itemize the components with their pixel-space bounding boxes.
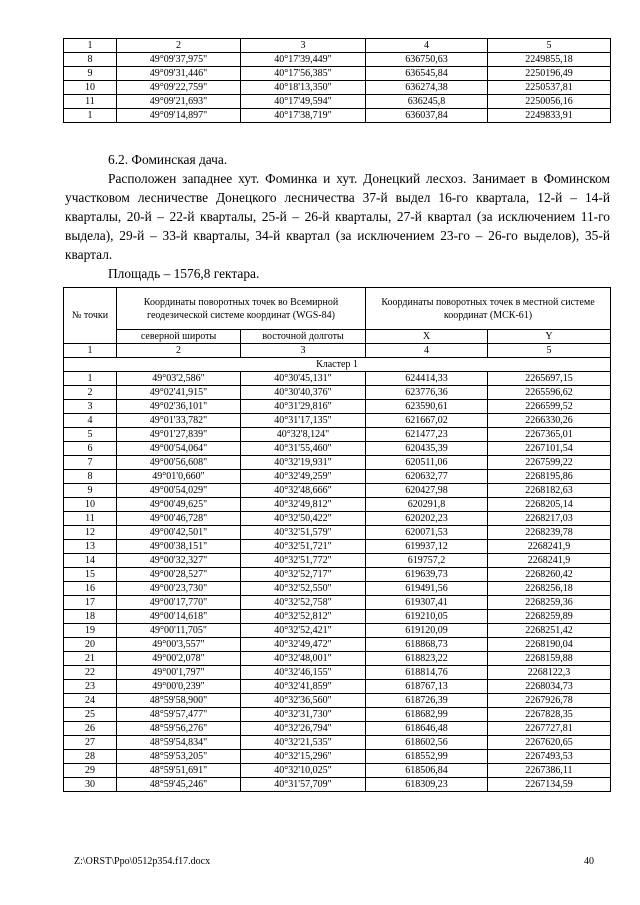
point-number-cell: 13 [64, 540, 117, 554]
point-number-cell: 2 [64, 386, 117, 400]
table-row [64, 652, 611, 666]
table-row [64, 778, 611, 792]
point-number-cell: 10 [64, 81, 117, 95]
section-paragraph: Расположен западнее хут. Фоминка и хут. Донецкий лесхоз. Занимает в Фоминском участковом лесничестве Донецкого лесничества 37-й выдел 16-го квартала, 12-й – 14-й кварталы, 20-й – 22-й кварталы, 25-й – 26-й кварталы, 27-й квартал (за исключением 11-го выдела), 29-й – 33-й кварталы, 34-й квартал (за исключением 23-го – 26-го выделов), 35-й квартал. [65, 171, 610, 262]
latitude-cell: 49°00'54,064" [117, 442, 241, 456]
x-cell: 636545,84 [366, 67, 488, 81]
longitude-cell: 40°32'51,579" [241, 526, 366, 540]
table-row [64, 442, 611, 456]
coordinates-table-continued [63, 38, 611, 123]
table-row [64, 666, 611, 680]
point-number-cell: 22 [64, 666, 117, 680]
latitude-cell: 49°03'2,586" [117, 372, 241, 386]
sub-x: X [366, 330, 488, 344]
x-cell: 618552,99 [366, 750, 488, 764]
sub-longitude: восточной долготы [241, 330, 366, 344]
point-number-cell: 5 [64, 428, 117, 442]
y-cell: 2268034,73 [488, 680, 611, 694]
x-cell: 620435,39 [366, 442, 488, 456]
longitude-cell: 40°32'8,124" [241, 428, 366, 442]
point-number-cell: 24 [64, 694, 117, 708]
longitude-cell: 40°31'57,709" [241, 778, 366, 792]
y-cell: 2266599,52 [488, 400, 611, 414]
table-row [64, 736, 611, 750]
y-cell: 2267134,59 [488, 778, 611, 792]
y-cell: 2267926,78 [488, 694, 611, 708]
longitude-cell: 40°32'49,259" [241, 470, 366, 484]
x-cell: 620291,8 [366, 498, 488, 512]
x-cell: 621667,02 [366, 414, 488, 428]
x-cell: 636245,8 [366, 95, 488, 109]
latitude-cell: 48°59'57,477" [117, 708, 241, 722]
x-cell: 620427,98 [366, 484, 488, 498]
point-number-cell: 14 [64, 554, 117, 568]
table-row [64, 680, 611, 694]
column-number: 3 [241, 344, 366, 358]
table-row [64, 708, 611, 722]
table-row [64, 470, 611, 484]
longitude-cell: 40°32'19,931" [241, 456, 366, 470]
column-number-row [64, 344, 611, 358]
y-cell: 2268256,18 [488, 582, 611, 596]
point-number-cell: 17 [64, 596, 117, 610]
latitude-cell: 49°00'2,078" [117, 652, 241, 666]
latitude-cell: 48°59'53,205" [117, 750, 241, 764]
point-number-cell: 20 [64, 638, 117, 652]
point-number-cell: 1 [64, 372, 117, 386]
col-point-number: № точки [64, 288, 117, 344]
longitude-cell: 40°32'52,717" [241, 568, 366, 582]
table-header-row [64, 288, 611, 330]
table-row [64, 610, 611, 624]
x-cell: 620071,53 [366, 526, 488, 540]
table-row [64, 764, 611, 778]
point-number-cell: 25 [64, 708, 117, 722]
header-cell: 4 [366, 39, 488, 53]
y-cell: 2267599,22 [488, 456, 611, 470]
longitude-cell: 40°17'56,385" [241, 67, 366, 81]
table-row [64, 624, 611, 638]
y-cell: 2265697,15 [488, 372, 611, 386]
section-fominskaya [65, 150, 610, 283]
table-row [64, 568, 611, 582]
x-cell: 623590,61 [366, 400, 488, 414]
y-cell: 2268260,42 [488, 568, 611, 582]
longitude-cell: 40°32'48,001" [241, 652, 366, 666]
y-cell: 2267101,54 [488, 442, 611, 456]
point-number-cell: 6 [64, 442, 117, 456]
table-row [64, 750, 611, 764]
longitude-cell: 40°32'31,730" [241, 708, 366, 722]
x-cell: 618682,99 [366, 708, 488, 722]
header-cell: 1 [64, 39, 117, 53]
point-number-cell: 27 [64, 736, 117, 750]
table-row [64, 638, 611, 652]
table-body [64, 372, 611, 792]
table-row [64, 512, 611, 526]
table-subheader-row [64, 330, 611, 344]
table-row [64, 596, 611, 610]
y-cell: 2250196,49 [488, 67, 611, 81]
latitude-cell: 49°01'0,660" [117, 470, 241, 484]
x-cell: 623776,36 [366, 386, 488, 400]
point-number-cell: 11 [64, 95, 117, 109]
latitude-cell: 49°09'22,759" [117, 81, 241, 95]
point-number-cell: 30 [64, 778, 117, 792]
latitude-cell: 49°01'33,782" [117, 414, 241, 428]
y-cell: 2265596,62 [488, 386, 611, 400]
x-cell: 636274,38 [366, 81, 488, 95]
header-cell: 5 [488, 39, 611, 53]
y-cell: 2268259,36 [488, 596, 611, 610]
y-cell: 2267386,11 [488, 764, 611, 778]
longitude-cell: 40°32'51,721" [241, 540, 366, 554]
x-cell: 636037,84 [366, 109, 488, 123]
longitude-cell: 40°32'26,794" [241, 722, 366, 736]
y-cell: 2267365,01 [488, 428, 611, 442]
x-cell: 621477,23 [366, 428, 488, 442]
latitude-cell: 49°00'14,618" [117, 610, 241, 624]
point-number-cell: 8 [64, 53, 117, 67]
longitude-cell: 40°31'55,460" [241, 442, 366, 456]
y-cell: 2268190,04 [488, 638, 611, 652]
y-cell: 2268251,42 [488, 624, 611, 638]
latitude-cell: 49°00'1,797" [117, 666, 241, 680]
longitude-cell: 40°32'49,812" [241, 498, 366, 512]
point-number-cell: 19 [64, 624, 117, 638]
latitude-cell: 49°00'11,705" [117, 624, 241, 638]
point-number-cell: 8 [64, 470, 117, 484]
table-row [64, 540, 611, 554]
latitude-cell: 49°00'23,730" [117, 582, 241, 596]
point-number-cell: 12 [64, 526, 117, 540]
column-number: 2 [117, 344, 241, 358]
x-cell: 619639,73 [366, 568, 488, 582]
x-cell: 619120,09 [366, 624, 488, 638]
latitude-cell: 49°00'54,029" [117, 484, 241, 498]
point-number-cell: 4 [64, 414, 117, 428]
longitude-cell: 40°32'36,560" [241, 694, 366, 708]
point-number-cell: 9 [64, 67, 117, 81]
x-cell: 636750,63 [366, 53, 488, 67]
table-row [64, 109, 611, 123]
table-row [64, 554, 611, 568]
longitude-cell: 40°32'52,758" [241, 596, 366, 610]
y-cell: 2268195,86 [488, 470, 611, 484]
y-cell: 2268259,89 [488, 610, 611, 624]
longitude-cell: 40°32'48,666" [241, 484, 366, 498]
longitude-cell: 40°32'15,296" [241, 750, 366, 764]
x-cell: 619307,41 [366, 596, 488, 610]
table-row [64, 400, 611, 414]
point-number-cell: 29 [64, 764, 117, 778]
table-row [64, 484, 611, 498]
y-cell: 2250056,16 [488, 95, 611, 109]
y-cell: 2268239,78 [488, 526, 611, 540]
x-cell: 619210,05 [366, 610, 488, 624]
x-cell: 619757,2 [366, 554, 488, 568]
table-row [64, 372, 611, 386]
x-cell: 618506,84 [366, 764, 488, 778]
section-heading: 6.2. Фоминская дача. [108, 152, 228, 167]
table-row [64, 694, 611, 708]
latitude-cell: 49°00'0,239" [117, 680, 241, 694]
col-msk61: Координаты поворотных точек в местной системе координат (МСК-61) [366, 288, 611, 330]
table-row [64, 526, 611, 540]
point-number-cell: 10 [64, 498, 117, 512]
x-cell: 618767,13 [366, 680, 488, 694]
x-cell: 620511,06 [366, 456, 488, 470]
latitude-cell: 48°59'45,246" [117, 778, 241, 792]
y-cell: 2249833,91 [488, 109, 611, 123]
latitude-cell: 49°09'37,975" [117, 53, 241, 67]
latitude-cell: 49°00'28,527" [117, 568, 241, 582]
table-row [64, 414, 611, 428]
table-body [64, 53, 611, 123]
x-cell: 624414,33 [366, 372, 488, 386]
table-row [64, 722, 611, 736]
x-cell: 619491,56 [366, 582, 488, 596]
latitude-cell: 49°00'49,625" [117, 498, 241, 512]
longitude-cell: 40°32'49,472" [241, 638, 366, 652]
latitude-cell: 49°09'14,897" [117, 109, 241, 123]
y-cell: 2250537,81 [488, 81, 611, 95]
table-row [64, 53, 611, 67]
latitude-cell: 49°02'41,915" [117, 386, 241, 400]
latitude-cell: 49°00'38,151" [117, 540, 241, 554]
x-cell: 618309,23 [366, 778, 488, 792]
column-number: 1 [64, 344, 117, 358]
y-cell: 2268241,9 [488, 554, 611, 568]
page-number: 40 [584, 856, 594, 867]
x-cell: 620202,23 [366, 512, 488, 526]
sub-latitude: северной широты [117, 330, 241, 344]
y-cell: 2268205,14 [488, 498, 611, 512]
point-number-cell: 11 [64, 512, 117, 526]
x-cell: 618868,73 [366, 638, 488, 652]
header-cell: 2 [117, 39, 241, 53]
longitude-cell: 40°17'38,719" [241, 109, 366, 123]
longitude-cell: 40°30'40,376" [241, 386, 366, 400]
y-cell: 2249855,18 [488, 53, 611, 67]
cluster-row [64, 358, 611, 372]
y-cell: 2267727,81 [488, 722, 611, 736]
x-cell: 618646,48 [366, 722, 488, 736]
longitude-cell: 40°32'51,772" [241, 554, 366, 568]
coordinates-table [63, 287, 611, 792]
table-row [64, 386, 611, 400]
y-cell: 2268217,03 [488, 512, 611, 526]
latitude-cell: 49°00'3,557" [117, 638, 241, 652]
y-cell: 2268122,3 [488, 666, 611, 680]
table-row [64, 95, 611, 109]
latitude-cell: 48°59'58,900" [117, 694, 241, 708]
longitude-cell: 40°31'17,135" [241, 414, 366, 428]
point-number-cell: 23 [64, 680, 117, 694]
y-cell: 2267828,35 [488, 708, 611, 722]
point-number-cell: 3 [64, 400, 117, 414]
latitude-cell: 49°00'32,327" [117, 554, 241, 568]
longitude-cell: 40°32'21,535" [241, 736, 366, 750]
x-cell: 619937,12 [366, 540, 488, 554]
longitude-cell: 40°18'13,350" [241, 81, 366, 95]
y-cell: 2268241,9 [488, 540, 611, 554]
x-cell: 620632,77 [366, 470, 488, 484]
table-row [64, 498, 611, 512]
latitude-cell: 49°00'42,501" [117, 526, 241, 540]
x-cell: 618602,56 [366, 736, 488, 750]
point-number-cell: 21 [64, 652, 117, 666]
point-number-cell: 1 [64, 109, 117, 123]
point-number-cell: 18 [64, 610, 117, 624]
longitude-cell: 40°31'29,816" [241, 400, 366, 414]
longitude-cell: 40°17'49,594" [241, 95, 366, 109]
y-cell: 2268159,88 [488, 652, 611, 666]
y-cell: 2268182,63 [488, 484, 611, 498]
area-text: Площадь – 1576,8 гектара. [108, 266, 260, 281]
point-number-cell: 28 [64, 750, 117, 764]
table-row [64, 81, 611, 95]
footer-file-path: Z:\ORST\Ppo\0512p354.f17.docx [74, 856, 211, 867]
longitude-cell: 40°32'10,025" [241, 764, 366, 778]
column-number: 4 [366, 344, 488, 358]
table-row [64, 456, 611, 470]
longitude-cell: 40°32'41,859" [241, 680, 366, 694]
longitude-cell: 40°32'52,550" [241, 582, 366, 596]
point-number-cell: 7 [64, 456, 117, 470]
latitude-cell: 49°00'17,770" [117, 596, 241, 610]
longitude-cell: 40°32'52,812" [241, 610, 366, 624]
col-wgs84: Координаты поворотных точек во Всемирной геодезической системе координат (WGS-84) [117, 288, 366, 330]
latitude-cell: 48°59'51,691" [117, 764, 241, 778]
cluster-label: Кластер 1 [64, 358, 611, 372]
table-header-row [64, 39, 611, 53]
y-cell: 2266330,26 [488, 414, 611, 428]
latitude-cell: 49°00'56,608" [117, 456, 241, 470]
header-cell: 3 [241, 39, 366, 53]
x-cell: 618823,22 [366, 652, 488, 666]
latitude-cell: 49°02'36,101" [117, 400, 241, 414]
longitude-cell: 40°17'39,449" [241, 53, 366, 67]
point-number-cell: 26 [64, 722, 117, 736]
longitude-cell: 40°32'52,421" [241, 624, 366, 638]
longitude-cell: 40°30'45,131" [241, 372, 366, 386]
latitude-cell: 48°59'56,276" [117, 722, 241, 736]
point-number-cell: 9 [64, 484, 117, 498]
latitude-cell: 49°09'21,693" [117, 95, 241, 109]
column-number: 5 [488, 344, 611, 358]
latitude-cell: 49°01'27,839" [117, 428, 241, 442]
point-number-cell: 15 [64, 568, 117, 582]
longitude-cell: 40°32'50,422" [241, 512, 366, 526]
longitude-cell: 40°32'46,155" [241, 666, 366, 680]
table-row [64, 582, 611, 596]
latitude-cell: 48°59'54,834" [117, 736, 241, 750]
y-cell: 2267493,53 [488, 750, 611, 764]
x-cell: 618814,76 [366, 666, 488, 680]
y-cell: 2267620,65 [488, 736, 611, 750]
latitude-cell: 49°09'31,446" [117, 67, 241, 81]
table-row [64, 428, 611, 442]
sub-y: Y [488, 330, 611, 344]
latitude-cell: 49°00'46,728" [117, 512, 241, 526]
x-cell: 618726,39 [366, 694, 488, 708]
table-row [64, 67, 611, 81]
point-number-cell: 16 [64, 582, 117, 596]
